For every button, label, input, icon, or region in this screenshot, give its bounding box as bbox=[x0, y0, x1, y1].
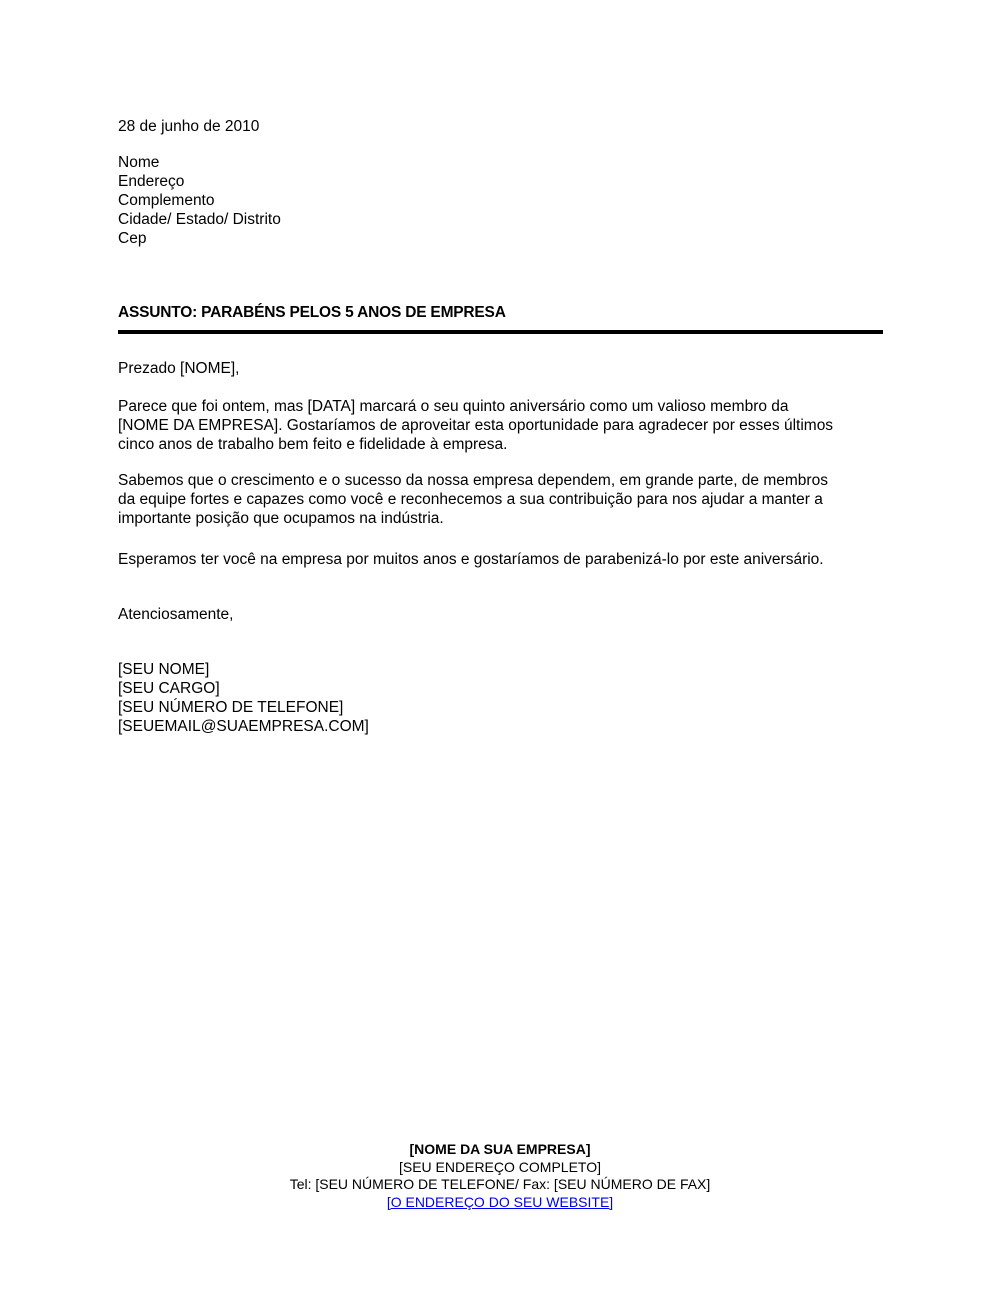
footer-website-link[interactable]: [O ENDEREÇO DO SEU WEBSITE] bbox=[386, 1193, 614, 1210]
signature-line-phone: [SEU NÚMERO DE TELEFONE] bbox=[118, 699, 344, 716]
paragraph-line: [NOME DA EMPRESA]. Gostaríamos de aproveitar esta oportunidade para agradecer por esses últimos bbox=[118, 417, 834, 434]
recipient-line-name: Nome bbox=[118, 154, 160, 171]
paragraph-line: cinco anos de trabalho bem feito e fidelidade à empresa. bbox=[118, 436, 508, 453]
letter-date: 28 de junho de 2010 bbox=[118, 118, 260, 135]
footer-company-name: [NOME DA SUA EMPRESA] bbox=[409, 1141, 591, 1157]
footer bbox=[0, 1141, 1000, 1211]
body-paragraph-1 bbox=[118, 397, 888, 454]
signature-line-name: [SEU NOME] bbox=[118, 661, 210, 678]
footer-address: [SEU ENDEREÇO COMPLETO] bbox=[398, 1158, 601, 1175]
closing: Atenciosamente, bbox=[118, 606, 234, 623]
footer-phone-fax: Tel: [SEU NÚMERO DE TELEFONE/ Fax: [SEU NÚMERO DE FAX] bbox=[289, 1176, 711, 1192]
signature-block bbox=[118, 660, 369, 736]
subject-divider-rule bbox=[118, 330, 883, 334]
paragraph-line: Parece que foi ontem, mas [DATA] marcará o seu quinto aniversário como um valioso membro da bbox=[118, 398, 789, 415]
recipient-line-address: Endereço bbox=[118, 173, 185, 190]
recipient-line-zip: Cep bbox=[118, 230, 147, 247]
signature-line-title: [SEU CARGO] bbox=[118, 680, 220, 697]
salutation: Prezado [NOME], bbox=[118, 360, 240, 377]
recipient-line-complement: Complemento bbox=[118, 192, 215, 209]
subject-line: ASSUNTO: PARABÉNS PELOS 5 ANOS DE EMPRESA bbox=[118, 304, 506, 321]
paragraph-line: importante posição que ocupamos na indústria. bbox=[118, 510, 444, 527]
recipient-line-city-state-district: Cidade/ Estado/ Distrito bbox=[118, 211, 281, 228]
paragraph-line: Esperamos ter você na empresa por muitos anos e gostaríamos de parabenizá-lo por este aniversário. bbox=[118, 551, 824, 568]
recipient-address-block bbox=[118, 153, 281, 248]
paragraph-line: da equipe fortes e capazes como você e reconhecemos a sua contribuição para nos ajudar a manter a bbox=[118, 491, 823, 508]
body-paragraph-3 bbox=[118, 550, 888, 569]
signature-line-email: [SEUEMAIL@SUAEMPRESA.COM] bbox=[118, 718, 369, 735]
paragraph-line: Sabemos que o crescimento e o sucesso da nossa empresa dependem, em grande parte, de membros bbox=[118, 472, 828, 489]
body-paragraph-2 bbox=[118, 471, 888, 528]
